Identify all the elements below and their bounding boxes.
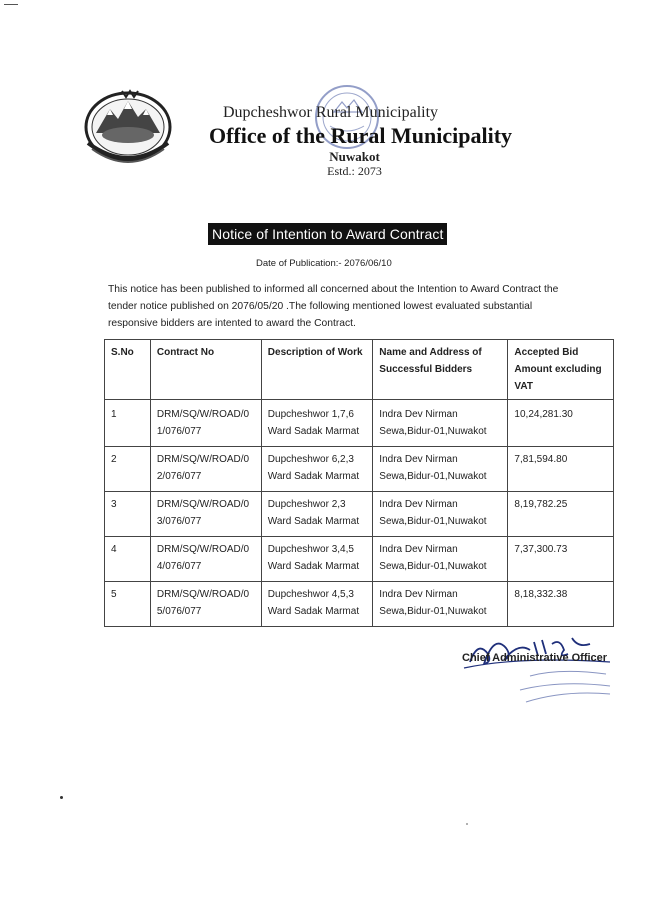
cell-contract-no: DRM/SQ/W/ROAD/0 3/076/077: [150, 492, 261, 537]
cell-bidder: Indra Dev Nirman Sewa,Bidur-01,Nuwakot: [373, 582, 508, 627]
cell-amount: 8,18,332.38: [508, 582, 614, 627]
cell-amount: 10,24,281.30: [508, 400, 614, 447]
cell-description: Dupcheshwor 3,4,5 Ward Sadak Marmat: [261, 537, 373, 582]
cell-bidder: Indra Dev Nirman Sewa,Bidur-01,Nuwakot: [373, 492, 508, 537]
signatory-title: Chief Administrative Officer: [462, 652, 608, 664]
notice-body: This notice has been published to informed all concerned about the Intention to Award Contract the tender notice published on 2076/05/20 .The following mentioned lowest evaluated substantial responsive bidders are intented to award the Contract.: [108, 284, 559, 329]
table-row: [105, 400, 614, 447]
scan-speck: [466, 823, 468, 825]
cell-sno: 2: [105, 447, 151, 492]
scan-speck: [60, 796, 63, 799]
cell-contract-no: DRM/SQ/W/ROAD/0 4/076/077: [150, 537, 261, 582]
cell-amount: 7,81,594.80: [508, 447, 614, 492]
table-row: [105, 582, 614, 627]
table-row: [105, 447, 614, 492]
cell-sno: 3: [105, 492, 151, 537]
municipality-name: Dupcheshwor Rural Municipality: [222, 104, 439, 121]
handwritten-signature: [460, 628, 620, 708]
header-description: Description of Work: [261, 340, 373, 400]
cell-description: Dupcheshwor 4,5,3 Ward Sadak Marmat: [261, 582, 373, 627]
table-row: [105, 537, 614, 582]
table-row: [105, 492, 614, 537]
header-bidder: Name and Address of Successful Bidders: [373, 340, 508, 400]
cell-sno: 1: [105, 400, 151, 447]
cell-bidder: Indra Dev Nirman Sewa,Bidur-01,Nuwakot: [373, 447, 508, 492]
award-table: [104, 339, 614, 627]
scan-corner-mark: [4, 4, 18, 5]
table-header-row: [105, 340, 614, 400]
cell-contract-no: DRM/SQ/W/ROAD/0 2/076/077: [150, 447, 261, 492]
district-name: Nuwakot: [329, 149, 380, 164]
cell-bidder: Indra Dev Nirman Sewa,Bidur-01,Nuwakot: [373, 537, 508, 582]
cell-sno: 4: [105, 537, 151, 582]
cell-amount: 8,19,782.25: [508, 492, 614, 537]
cell-contract-no: DRM/SQ/W/ROAD/0 5/076/077: [150, 582, 261, 627]
established-year: Estd.: 2073: [327, 164, 382, 178]
cell-amount: 7,37,300.73: [508, 537, 614, 582]
cell-description: Dupcheshwor 1,7,6 Ward Sadak Marmat: [261, 400, 373, 447]
header-sno: S.No: [105, 340, 151, 400]
cell-description: Dupcheshwor 2,3 Ward Sadak Marmat: [261, 492, 373, 537]
header-amount: Accepted Bid Amount excluding VAT: [508, 340, 614, 400]
publication-date: Date of Publication:- 2076/06/10: [256, 258, 392, 269]
office-title: Office of the Rural Municipality: [208, 123, 513, 148]
cell-bidder: Indra Dev Nirman Sewa,Bidur-01,Nuwakot: [373, 400, 508, 447]
cell-contract-no: DRM/SQ/W/ROAD/0 1/076/077: [150, 400, 261, 447]
cell-description: Dupcheshwor 6,2,3 Ward Sadak Marmat: [261, 447, 373, 492]
cell-sno: 5: [105, 582, 151, 627]
header-contract-no: Contract No: [150, 340, 261, 400]
notice-title: Notice of Intention to Award Contract: [208, 223, 447, 245]
